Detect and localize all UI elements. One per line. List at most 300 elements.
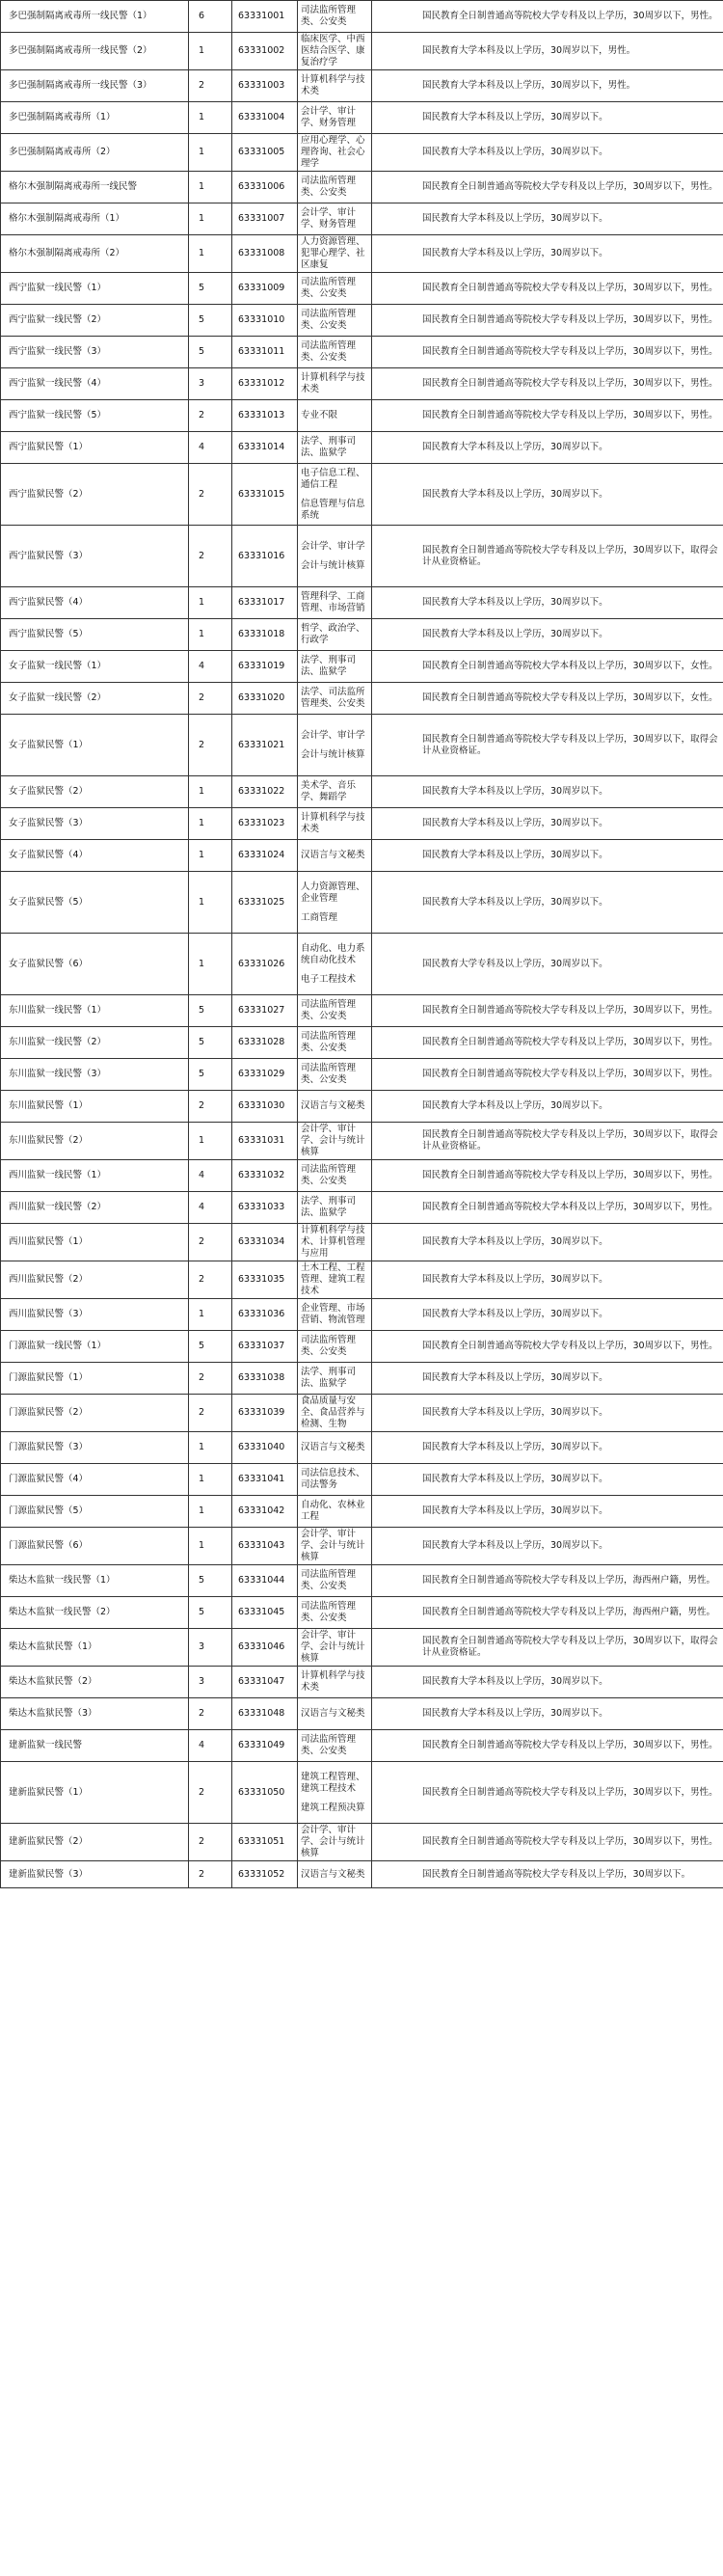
table-row [1,619,723,651]
position-cell: 建新监狱民警（2） [1,1824,189,1861]
table-row [1,1565,723,1597]
count-cell: 1 [189,1299,232,1331]
table-row [1,1698,723,1730]
major-text: 司法监所管理类、公安类 [301,1601,357,1623]
requirement-cell: 国民教育大学本科及以上学历，30周岁以下。 [372,619,723,651]
major-text: 哲学、政治学、行政学 [301,623,365,645]
position-cell: 柴达木监狱民警（3） [1,1698,189,1730]
major-text: 专业不限 [301,410,338,420]
code-cell: 63331037 [232,1331,298,1363]
requirement-cell: 国民教育大学本科及以上学历，30周岁以下。 [372,432,723,464]
table-row [1,1192,723,1224]
major-cell [298,1464,372,1496]
code-cell: 63331014 [232,432,298,464]
major-cell [298,872,372,934]
count-cell: 2 [189,1363,232,1395]
count-cell: 5 [189,1059,232,1091]
major-cell [298,1496,372,1528]
requirement-cell: 国民教育大学本科及以上学历，30周岁以下。 [372,1091,723,1123]
table-row [1,1123,723,1160]
table-row [1,587,723,619]
major-cell [298,1730,372,1762]
major-cell [298,1192,372,1224]
position-cell: 西宁监狱一线民警（5） [1,400,189,432]
major-text: 自动化、电力系统自动化技术 [301,942,365,965]
count-cell: 3 [189,1629,232,1667]
requirement-cell: 国民教育全日制普通高等院校大学专科及以上学历，30周岁以下，男性。 [372,337,723,368]
major-text: 工商管理 [301,911,338,923]
table-row [1,273,723,305]
major-text: 人力资源管理、企业管理 [301,881,365,904]
position-cell: 女子监狱民警（1） [1,715,189,776]
requirement-cell: 国民教育全日制普通高等院校大学专科及以上学历，30周岁以下，取得会计从业资格证。 [372,715,723,776]
table-row [1,400,723,432]
code-cell: 63331015 [232,464,298,526]
requirement-cell: 国民教育全日制普通高等院校大学专科及以上学历，30周岁以下，男性。 [372,400,723,432]
major-text: 司法监所管理类、公安类 [301,1734,357,1756]
count-cell: 4 [189,432,232,464]
table-row [1,1299,723,1331]
code-cell: 63331002 [232,33,298,70]
code-cell: 63331043 [232,1528,298,1565]
requirement-cell: 国民教育全日制普通高等院校大学专科及以上学历，30周岁以下，男性。 [372,273,723,305]
count-cell: 1 [189,776,232,808]
position-cell: 格尔木强制隔离戒毒所一线民警 [1,172,189,203]
table-row [1,1528,723,1565]
requirement-cell: 国民教育大学本科及以上学历，30周岁以下。 [372,1528,723,1565]
position-cell: 门源监狱民警（4） [1,1464,189,1496]
table-row [1,134,723,172]
major-text: 汉语言与文秘类 [301,1100,365,1111]
requirement-cell: 国民教育大学本科及以上学历，30周岁以下。 [372,1224,723,1261]
requirement-cell: 国民教育全日制普通高等院校大学专科及以上学历，30周岁以下，男性。 [372,1331,723,1363]
major-cell [298,1331,372,1363]
count-cell: 5 [189,1027,232,1059]
code-cell: 63331005 [232,134,298,172]
major-text: 会计学、审计学 [301,540,365,552]
position-cell: 西宁监狱一线民警（3） [1,337,189,368]
requirement-cell: 国民教育大学本科及以上学历，30周岁以下。 [372,1698,723,1730]
count-cell: 2 [189,683,232,715]
major-text: 司法监所管理类、公安类 [301,176,357,198]
table-row [1,1160,723,1192]
code-cell: 63331013 [232,400,298,432]
requirement-cell: 国民教育大学本科及以上学历，30周岁以下。 [372,203,723,235]
major-cell [298,70,372,102]
table-row [1,1027,723,1059]
position-cell: 柴达木监狱一线民警（2） [1,1597,189,1629]
position-cell: 西宁监狱一线民警（2） [1,305,189,337]
requirement-cell: 国民教育全日制普通高等院校大学专科及以上学历，30周岁以下，男性。 [372,305,723,337]
major-text: 电子工程技术 [301,973,357,985]
position-cell: 西宁监狱一线民警（1） [1,273,189,305]
code-cell: 63331019 [232,651,298,683]
major-text: 食品质量与安全、食品营养与检测、生物 [301,1396,365,1429]
major-text: 建筑工程预决算 [301,1802,365,1813]
table-row [1,337,723,368]
table-row [1,1464,723,1496]
major-text: 会计学、审计学、会计与统计核算 [301,1825,365,1858]
code-cell: 63331031 [232,1123,298,1160]
count-cell: 1 [189,235,232,273]
major-text: 会计学、审计学、财务管理 [301,207,357,230]
count-cell: 4 [189,1160,232,1192]
requirement-cell: 国民教育大学本科及以上学历，30周岁以下。 [372,840,723,872]
code-cell: 63331042 [232,1496,298,1528]
major-text: 司法监所管理类、公安类 [301,1164,357,1186]
major-text: 计算机科学与技术、计算机管理与应用 [301,1225,365,1259]
code-cell: 63331008 [232,235,298,273]
position-cell: 女子监狱民警（6） [1,934,189,995]
count-cell: 5 [189,337,232,368]
table-row [1,172,723,203]
requirement-cell: 国民教育大学本科及以上学历，30周岁以下，男性。 [372,33,723,70]
table-row [1,1331,723,1363]
table-body [1,1,723,1888]
count-cell: 2 [189,400,232,432]
major-cell [298,273,372,305]
major-cell [298,1395,372,1432]
major-cell [298,1528,372,1565]
major-text: 计算机科学与技术类 [301,1670,365,1693]
major-cell [298,1123,372,1160]
count-cell: 2 [189,1091,232,1123]
major-cell [298,587,372,619]
table-row [1,1629,723,1667]
requirement-cell: 国民教育大学本科及以上学历，30周岁以下。 [372,464,723,526]
table-row [1,1,723,33]
major-cell [298,1224,372,1261]
table-row [1,305,723,337]
code-cell: 63331028 [232,1027,298,1059]
major-cell [298,400,372,432]
count-cell: 2 [189,70,232,102]
table-row [1,1432,723,1464]
code-cell: 63331050 [232,1762,298,1824]
count-cell: 1 [189,840,232,872]
position-cell: 西宁监狱一线民警（4） [1,368,189,400]
requirement-cell: 国民教育全日制普通高等院校大学专科及以上学历，30周岁以下，男性。 [372,1059,723,1091]
code-cell: 63331007 [232,203,298,235]
major-cell [298,934,372,995]
requirement-cell: 国民教育大学本科及以上学历，30周岁以下。 [372,1496,723,1528]
code-cell: 63331039 [232,1395,298,1432]
table-row [1,651,723,683]
table-row [1,432,723,464]
requirement-cell: 国民教育全日制普通高等院校大学专科及以上学历，海西州户籍，男性。 [372,1565,723,1597]
position-cell: 门源监狱民警（1） [1,1363,189,1395]
code-cell: 63331029 [232,1059,298,1091]
count-cell: 5 [189,995,232,1027]
table-row [1,808,723,840]
major-text: 司法监所管理类、公安类 [301,340,357,363]
code-cell: 63331034 [232,1224,298,1261]
code-cell: 63331012 [232,368,298,400]
table-row [1,203,723,235]
major-text: 汉语言与文秘类 [301,850,365,860]
count-cell: 4 [189,651,232,683]
count-cell: 1 [189,203,232,235]
table-row [1,1363,723,1395]
code-cell: 63331040 [232,1432,298,1464]
major-text: 建筑工程管理、建筑工程技术 [301,1771,365,1794]
count-cell: 1 [189,934,232,995]
table-row [1,840,723,872]
requirement-cell: 国民教育大学本科及以上学历，30周岁以下，男性。 [372,70,723,102]
major-text: 司法监所管理类、公安类 [301,309,357,331]
count-cell: 2 [189,1395,232,1432]
count-cell: 1 [189,1496,232,1528]
requirement-cell: 国民教育全日制普通高等院校大学本科及以上学历，30周岁以下，男性。 [372,1192,723,1224]
count-cell: 2 [189,715,232,776]
requirement-cell: 国民教育全日制普通高等院校大学专科及以上学历，30周岁以下，男性。 [372,1730,723,1762]
major-text: 会计与统计核算 [301,559,365,571]
requirement-cell: 国民教育全日制普通高等院校大学专科及以上学历，30周岁以下，取得会计从业资格证。 [372,1123,723,1160]
requirement-cell: 国民教育全日制普通高等院校大学本科及以上学历，30周岁以下，女性。 [372,651,723,683]
major-cell [298,619,372,651]
requirement-cell: 国民教育大学本科及以上学历，30周岁以下。 [372,808,723,840]
major-cell [298,134,372,172]
code-cell: 63331025 [232,872,298,934]
major-cell [298,1861,372,1888]
code-cell: 63331032 [232,1160,298,1192]
position-cell: 女子监狱民警（4） [1,840,189,872]
major-cell [298,1091,372,1123]
requirement-cell: 国民教育大学本科及以上学历，30周岁以下。 [372,1395,723,1432]
code-cell: 63331011 [232,337,298,368]
count-cell: 2 [189,1762,232,1824]
major-text: 美术学、音乐学、舞蹈学 [301,780,357,802]
major-text: 计算机科学与技术类 [301,372,365,394]
position-cell: 建新监狱民警（3） [1,1861,189,1888]
major-cell [298,235,372,273]
count-cell: 1 [189,134,232,172]
position-cell: 西川监狱民警（3） [1,1299,189,1331]
requirement-cell: 国民教育大学本科及以上学历，30周岁以下。 [372,1363,723,1395]
code-cell: 63331021 [232,715,298,776]
requirement-cell: 国民教育大学本科及以上学历，30周岁以下。 [372,1464,723,1496]
code-cell: 63331027 [232,995,298,1027]
requirement-cell: 国民教育大学本科及以上学历，30周岁以下。 [372,235,723,273]
major-text: 计算机科学与技术类 [301,74,365,96]
position-cell: 门源监狱一线民警（1） [1,1331,189,1363]
major-text: 司法监所管理类、公安类 [301,999,357,1021]
major-cell [298,305,372,337]
count-cell: 1 [189,172,232,203]
requirement-cell: 国民教育大学本科及以上学历，30周岁以下。 [372,776,723,808]
major-text: 土木工程、工程管理、建筑工程技术 [301,1262,365,1296]
major-text: 司法监所管理类、公安类 [301,1031,357,1053]
position-cell: 东川监狱一线民警（1） [1,995,189,1027]
major-text: 司法监所管理类、公安类 [301,5,357,27]
major-text: 会计学、审计学、会计与统计核算 [301,1630,365,1664]
position-cell: 西宁监狱民警（4） [1,587,189,619]
major-text: 法学、刑事司法、监狱学 [301,436,357,458]
table-row [1,70,723,102]
position-cell: 多巴强制隔离戒毒所一线民警（2） [1,33,189,70]
major-text: 司法监所管理类、公安类 [301,277,357,299]
table-row [1,1730,723,1762]
count-cell: 1 [189,33,232,70]
position-cell: 建新监狱民警（1） [1,1762,189,1824]
position-cell: 多巴强制隔离戒毒所（1） [1,102,189,134]
major-cell [298,840,372,872]
major-text: 司法信息技术、司法警务 [301,1468,365,1490]
count-cell: 5 [189,1331,232,1363]
major-text: 汉语言与文秘类 [301,1708,365,1719]
count-cell: 1 [189,808,232,840]
count-cell: 3 [189,368,232,400]
count-cell: 6 [189,1,232,33]
code-cell: 63331030 [232,1091,298,1123]
major-cell [298,1667,372,1698]
position-cell: 多巴强制隔离戒毒所（2） [1,134,189,172]
major-cell [298,1059,372,1091]
requirement-cell: 国民教育全日制普通高等院校大学专科及以上学历，30周岁以下，男性。 [372,1160,723,1192]
count-cell: 5 [189,1597,232,1629]
code-cell: 63331010 [232,305,298,337]
major-cell [298,1160,372,1192]
major-cell [298,995,372,1027]
code-cell: 63331018 [232,619,298,651]
major-cell [298,683,372,715]
table-row [1,1091,723,1123]
major-text: 会计学、审计学、会计与统计核算 [301,1529,365,1562]
table-row [1,33,723,70]
code-cell: 63331024 [232,840,298,872]
count-cell: 4 [189,1730,232,1762]
major-text: 法学、刑事司法、监狱学 [301,1367,357,1389]
requirement-cell: 国民教育大学本科及以上学历，30周岁以下。 [372,102,723,134]
requirement-cell: 国民教育全日制普通高等院校大学专科及以上学历，30周岁以下，女性。 [372,683,723,715]
table-row [1,776,723,808]
code-cell: 63331048 [232,1698,298,1730]
major-cell [298,808,372,840]
major-text: 法学、刑事司法、监狱学 [301,655,357,677]
count-cell: 1 [189,1123,232,1160]
major-cell [298,368,372,400]
major-text: 自动化、农林业工程 [301,1500,365,1522]
count-cell: 2 [189,1861,232,1888]
count-cell: 1 [189,619,232,651]
requirement-cell: 国民教育全日制普通高等院校大学专科及以上学历，30周岁以下，男性。 [372,1,723,33]
major-cell [298,33,372,70]
code-cell: 63331003 [232,70,298,102]
count-cell: 3 [189,1667,232,1698]
count-cell: 1 [189,1528,232,1565]
requirement-cell: 国民教育全日制普通高等院校大学专科及以上学历，30周岁以下，男性。 [372,368,723,400]
position-cell: 门源监狱民警（6） [1,1528,189,1565]
code-cell: 63331045 [232,1597,298,1629]
major-cell [298,715,372,776]
major-text: 司法监所管理类、公安类 [301,1569,357,1591]
major-text: 司法监所管理类、公安类 [301,1335,357,1357]
position-cell: 西宁监狱民警（2） [1,464,189,526]
table-row [1,1861,723,1888]
position-cell: 门源监狱民警（5） [1,1496,189,1528]
code-cell: 63331022 [232,776,298,808]
count-cell: 1 [189,587,232,619]
count-cell: 2 [189,464,232,526]
count-cell: 2 [189,1261,232,1299]
requirement-cell: 国民教育全日制普通高等院校大学专科及以上学历，30周岁以下，男性。 [372,172,723,203]
position-cell: 西川监狱民警（1） [1,1224,189,1261]
count-cell: 1 [189,872,232,934]
count-cell: 5 [189,305,232,337]
position-cell: 西川监狱一线民警（1） [1,1160,189,1192]
major-cell [298,1299,372,1331]
major-text: 信息管理与信息系统 [301,498,365,521]
major-text: 计算机科学与技术类 [301,812,365,834]
major-text: 企业管理、市场营销、物流管理 [301,1303,365,1325]
count-cell: 2 [189,1698,232,1730]
major-text: 会计学、审计学、会计与统计核算 [301,1124,365,1157]
count-cell: 1 [189,1464,232,1496]
table-row [1,1824,723,1861]
code-cell: 63331051 [232,1824,298,1861]
table-row [1,715,723,776]
requirement-cell: 国民教育全日制普通高等院校大学专科及以上学历，海西州户籍，男性。 [372,1597,723,1629]
table-row [1,1496,723,1528]
table-row [1,1224,723,1261]
position-cell: 女子监狱民警（5） [1,872,189,934]
major-text: 临床医学、中西医结合医学、康复治疗学 [301,34,365,68]
major-cell [298,464,372,526]
count-cell: 4 [189,1192,232,1224]
code-cell: 63331036 [232,1299,298,1331]
major-text: 会计学、审计学 [301,729,365,741]
major-cell [298,1698,372,1730]
major-cell [298,1432,372,1464]
table-row [1,934,723,995]
table-row [1,1762,723,1824]
major-text: 应用心理学、心理咨询、社会心理学 [301,135,365,169]
major-text: 司法监所管理类、公安类 [301,1063,357,1085]
major-cell [298,1565,372,1597]
code-cell: 63331023 [232,808,298,840]
table-row [1,995,723,1027]
position-cell: 格尔木强制隔离戒毒所（2） [1,235,189,273]
table-row [1,1059,723,1091]
major-cell [298,1597,372,1629]
position-cell: 东川监狱民警（1） [1,1091,189,1123]
major-cell [298,172,372,203]
requirement-cell: 国民教育全日制普通高等院校大学专科及以上学历，30周岁以下。 [372,1861,723,1888]
code-cell: 63331035 [232,1261,298,1299]
requirement-cell: 国民教育大学本科及以上学历，30周岁以下。 [372,1261,723,1299]
code-cell: 63331047 [232,1667,298,1698]
count-cell: 1 [189,1432,232,1464]
table-row [1,1261,723,1299]
code-cell: 63331049 [232,1730,298,1762]
position-cell: 多巴强制隔离戒毒所一线民警（3） [1,70,189,102]
major-cell [298,1,372,33]
major-cell [298,1363,372,1395]
table-row [1,1395,723,1432]
position-cell: 西宁监狱民警（1） [1,432,189,464]
code-cell: 63331026 [232,934,298,995]
position-cell: 建新监狱一线民警 [1,1730,189,1762]
major-cell [298,1027,372,1059]
code-cell: 63331052 [232,1861,298,1888]
major-cell [298,1629,372,1667]
position-cell: 西川监狱一线民警（2） [1,1192,189,1224]
code-cell: 63331004 [232,102,298,134]
requirement-cell: 国民教育全日制普通高等院校大学专科及以上学历，30周岁以下，男性。 [372,1762,723,1824]
position-cell: 门源监狱民警（3） [1,1432,189,1464]
table-row [1,526,723,587]
major-cell [298,337,372,368]
